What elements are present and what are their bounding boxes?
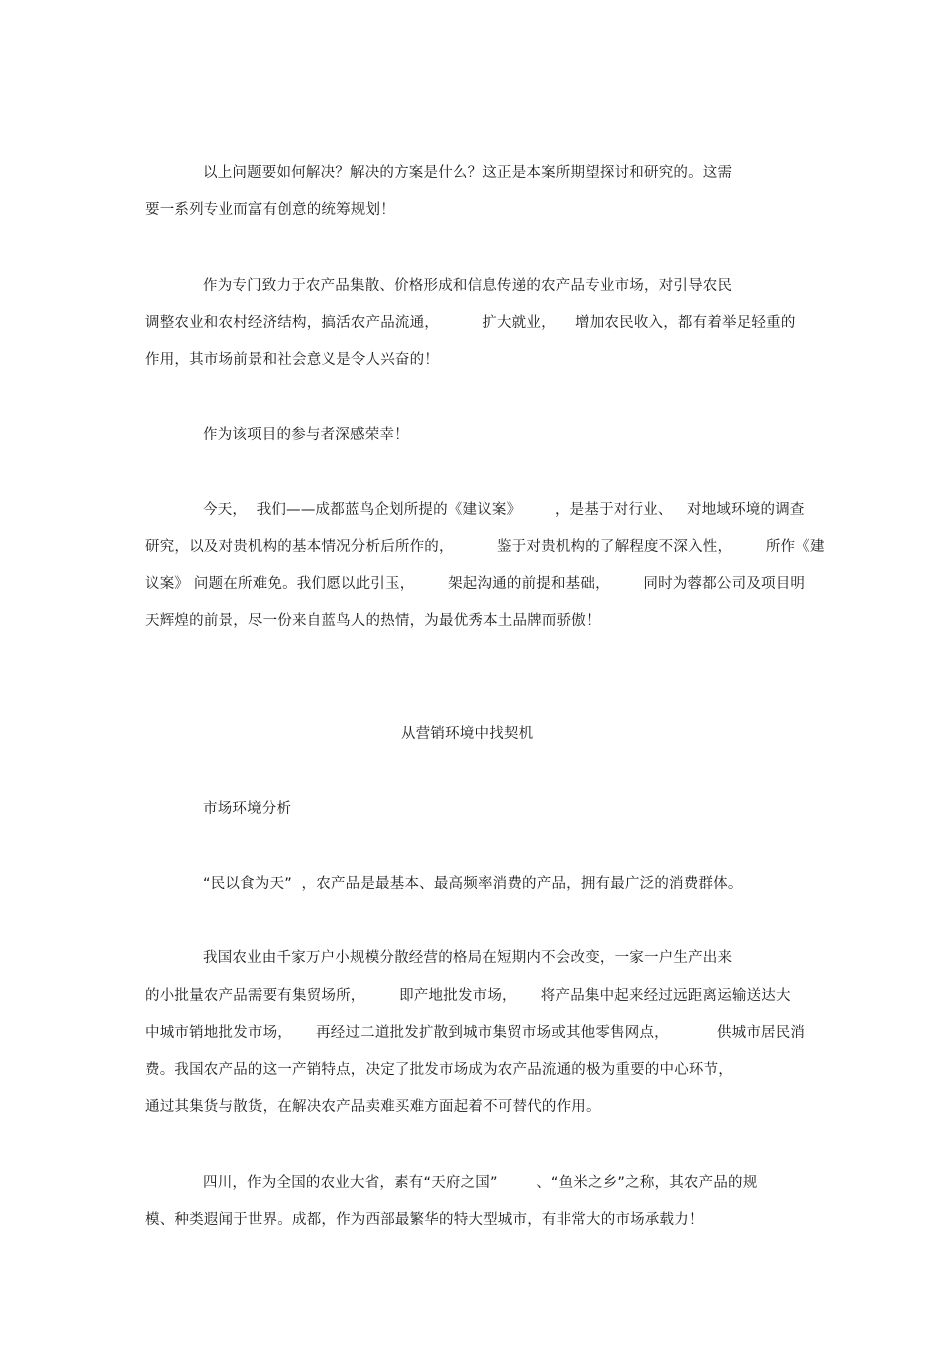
paragraph-line: 要一系列专业而富有创意的统筹规划！	[145, 202, 395, 218]
paragraph-line: 作为专门致力于农产品集散、价格形成和信息传递的农产品专业市场，对引导农民	[203, 278, 733, 294]
paragraph-line: 天辉煌的前景，尽一份来自蓝鸟人的热情，为最优秀本土品牌而骄傲！	[145, 613, 601, 629]
paragraph-line: “民以食为天” ，农产品是最基本、最高频率消费的产品，拥有最广泛的消费群体。	[203, 876, 743, 892]
paragraph-line: 作用，其市场前景和社会意义是令人兴奋的！	[145, 352, 439, 368]
paragraph-line: 调整农业和农村经济结构，搞活农产品流通， 扩大就业， 增加农民收入，都有着举足轻重的	[145, 315, 796, 331]
paragraph-line: 我国农业由千家万户小规模分散经营的格局在短期内不会改变，一家一户生产出来	[203, 950, 733, 966]
paragraph-line: 议案》 问题在所难免。我们愿以此引玉， 架起沟通的前提和基础， 同时为蓉都公司及项目明	[145, 576, 806, 592]
subheading: 市场环境分析	[203, 801, 292, 817]
paragraph-line: 费。我国农产品的这一产销特点，决定了批发市场成为农产品流通的极为重要的中心环节，	[145, 1062, 733, 1078]
paragraph-line: 中城市销地批发市场， 再经过二道批发扩散到城市集贸市场或其他零售网点， 供城市居民消	[145, 1025, 806, 1041]
paragraph-line: 通过其集货与散货，在解决农产品卖难买难方面起着不可替代的作用。	[145, 1099, 601, 1115]
paragraph-line: 作为该项目的参与者深感荣幸！	[203, 427, 409, 443]
paragraph-line: 的小批量农产品需要有集贸场所， 即产地批发市场， 将产品集中起来经过远距离运输送达大	[145, 988, 791, 1004]
section-heading: 从营销环境中找契机	[401, 726, 534, 742]
paragraph-line: 研究，以及对贵机构的基本情况分析后所作的， 鉴于对贵机构的了解程度不深入性， 所作《建	[145, 539, 825, 555]
paragraph-line: 今天， 我们——成都蓝鸟企划所提的《建议案》 ，是基于对行业、 对地域环境的调查	[203, 502, 805, 518]
paragraph-line: 四川，作为全国的农业大省，素有“天府之国” 、“鱼米之乡”之称，其农产品的规	[203, 1175, 758, 1191]
paragraph-line: 模、种类遐闻于世界。成都，作为西部最繁华的特大型城市，有非常大的市场承载力！	[145, 1212, 704, 1228]
paragraph-line: 以上问题要如何解决？解决的方案是什么？这正是本案所期望探讨和研究的。这需	[203, 165, 733, 181]
